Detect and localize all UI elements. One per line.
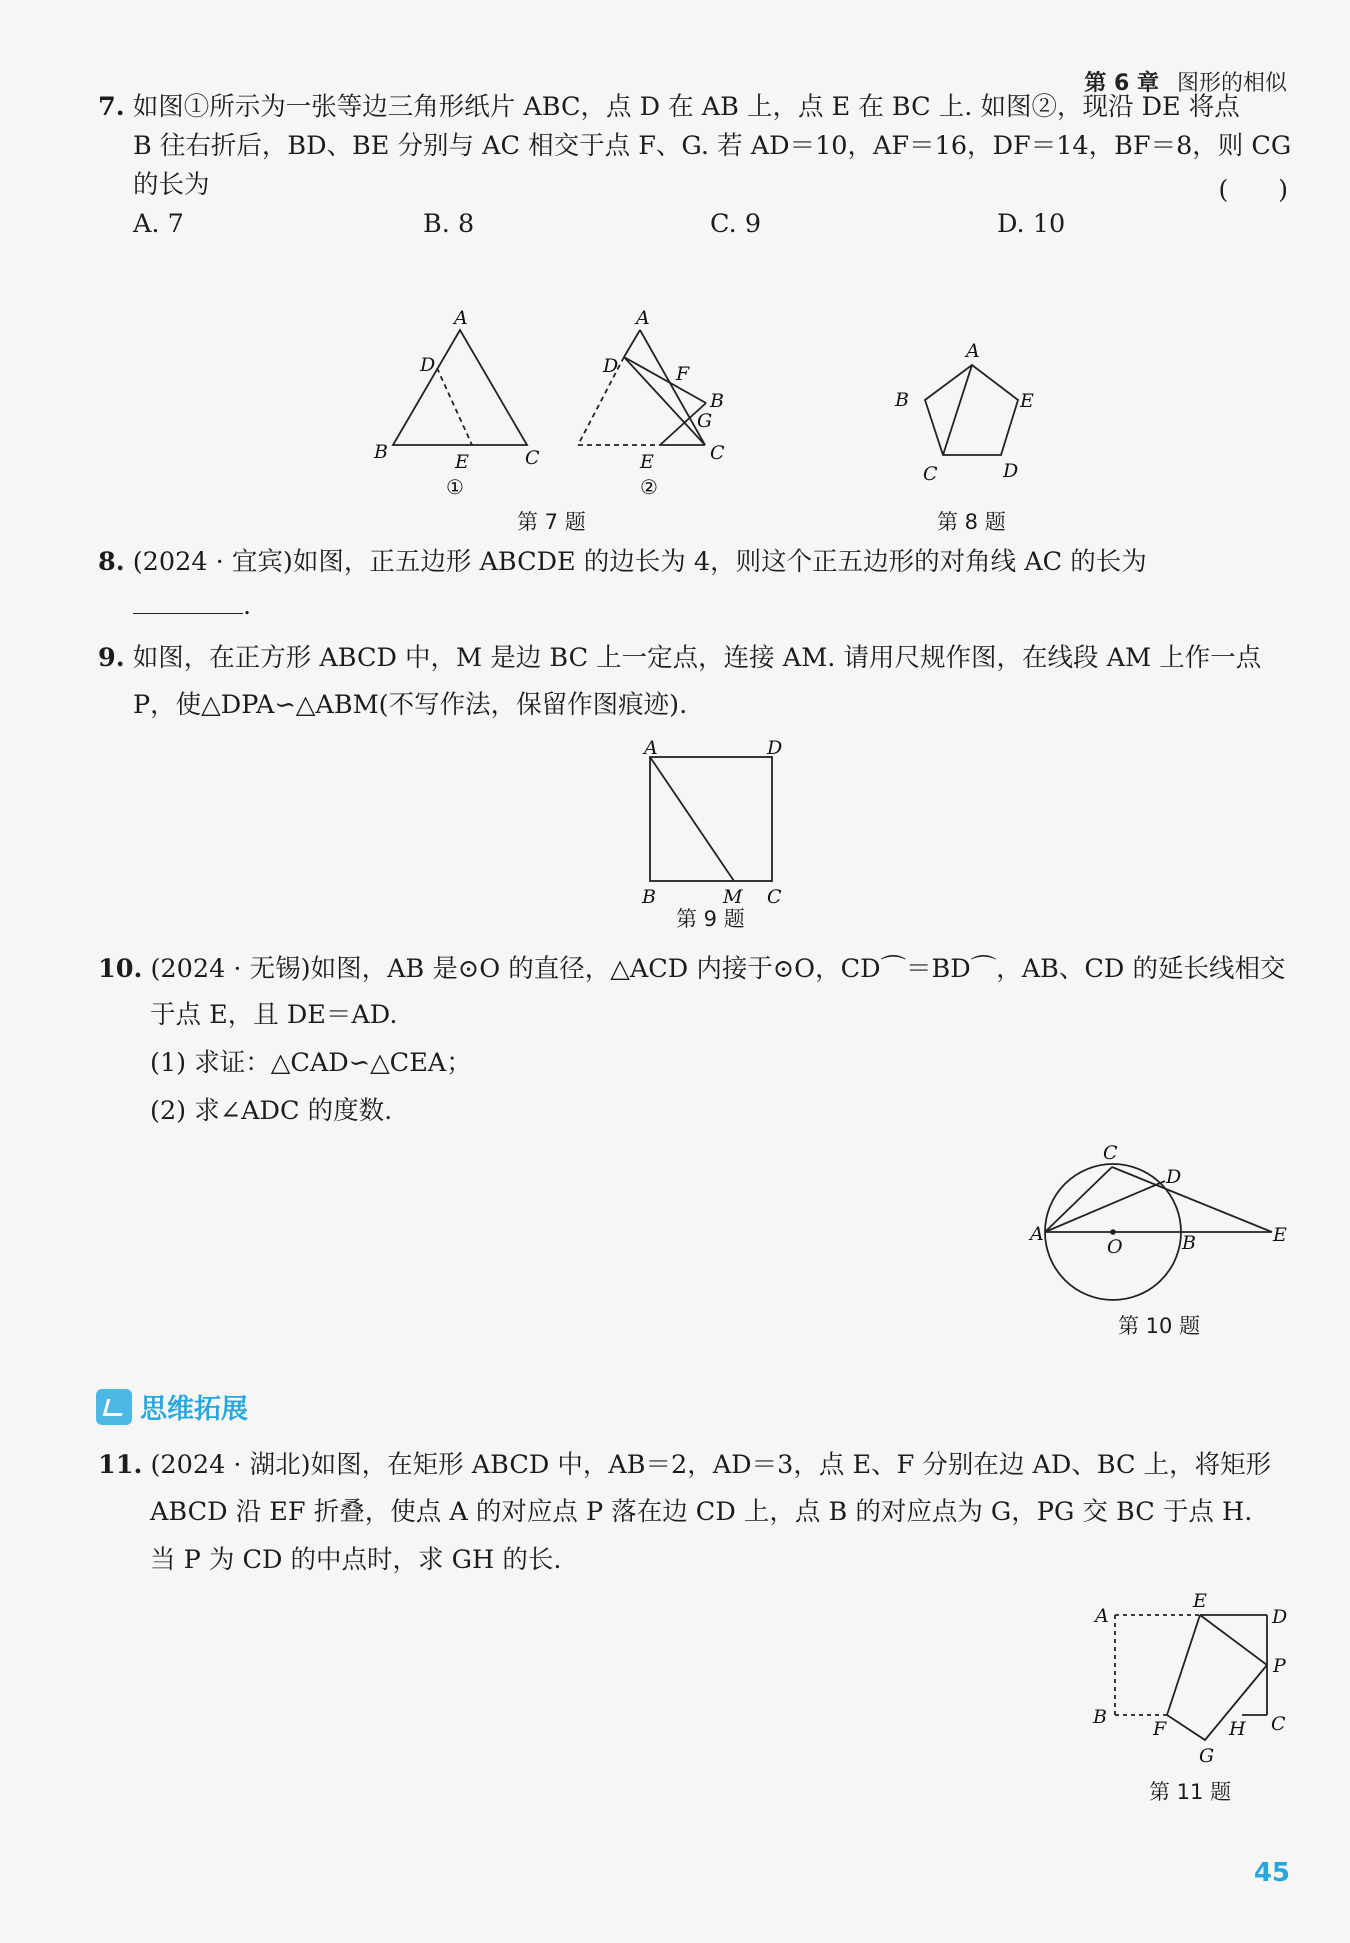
q8-line1 bbox=[98, 547, 1147, 577]
chapter-label: 第 6 章 bbox=[1084, 71, 1159, 96]
q8-caption: 第 8 题 bbox=[937, 510, 1006, 534]
fig8-label-a: A bbox=[966, 340, 980, 362]
q7-option-a: A. 7 bbox=[133, 209, 184, 239]
q11-figure bbox=[1085, 1590, 1305, 1775]
fig11-label-b: B bbox=[1093, 1706, 1107, 1728]
q9-caption: 第 9 题 bbox=[676, 907, 745, 931]
q10-line2: 于点 E，且 DE＝AD. bbox=[150, 1000, 398, 1030]
q7-option-d: D. 10 bbox=[997, 209, 1066, 239]
q10-line1 bbox=[98, 954, 1285, 984]
fig11-label-c: C bbox=[1271, 1713, 1286, 1735]
fig8-label-b: B bbox=[895, 389, 909, 411]
fig10-label-e: E bbox=[1273, 1224, 1287, 1246]
fig10-label-o: O bbox=[1107, 1236, 1123, 1258]
center-point bbox=[1110, 1229, 1116, 1235]
q8-text-2: . bbox=[243, 591, 252, 621]
q7-text-1: 如图①所示为一张等边三角形纸片 ABC，点 D 在 AB 上，点 E 在 BC 上. 如图②，现沿 DE 将点 bbox=[132, 92, 1240, 122]
fig10-label-a: A bbox=[1030, 1223, 1044, 1245]
q7-figure-2 bbox=[578, 330, 706, 445]
q10-figure bbox=[1020, 1140, 1300, 1305]
fig9-label-b: B bbox=[642, 886, 656, 908]
q7-option-b: B. 8 bbox=[423, 209, 475, 239]
chapter-title: 图形的相似 bbox=[1176, 71, 1287, 96]
q9-line1 bbox=[98, 643, 1261, 673]
q7-q8-figures bbox=[360, 305, 1060, 505]
q8-text-1: (2024 · 宜宾)如图，正五边形 ABCDE 的边长为 4，则这个正五边形的对角线 AC 的长为 bbox=[132, 547, 1147, 577]
fig7a-label-d: D bbox=[420, 354, 436, 376]
q8-line2 bbox=[133, 591, 251, 621]
fig11-label-d: D bbox=[1272, 1606, 1288, 1628]
q10-number: 10. bbox=[98, 954, 143, 984]
fig7b-label-e: E bbox=[640, 451, 654, 473]
q7-answer-paren: ( ) bbox=[1218, 175, 1288, 204]
fig7a-label-c: C bbox=[525, 447, 540, 469]
fig7b-label-d: D bbox=[603, 355, 619, 377]
q7-line3: 的长为 bbox=[133, 170, 210, 200]
fig7b-label-c: C bbox=[710, 442, 725, 464]
q11-number: 11. bbox=[98, 1450, 143, 1480]
q7-line2: B 往右折后，BD、BE 分别与 AC 相交于点 F、G. 若 AD＝10，AF＝16，DF＝14，BF＝8，则 CG bbox=[133, 131, 1292, 161]
fig7a-label-b: B bbox=[374, 441, 388, 463]
q7-option-c: C. 9 bbox=[710, 209, 762, 239]
fig8-label-c: C bbox=[923, 463, 938, 485]
q11-line1 bbox=[98, 1450, 1271, 1480]
pencil-icon bbox=[96, 1389, 132, 1425]
section-title: 思维拓展 bbox=[140, 1394, 248, 1425]
q11-line3: 当 P 为 CD 的中点时，求 GH 的长. bbox=[150, 1545, 562, 1575]
fig11-label-g: G bbox=[1199, 1745, 1215, 1767]
fig10-label-d: D bbox=[1166, 1166, 1182, 1188]
q9-number: 9. bbox=[98, 643, 125, 673]
fig7b-label-f: F bbox=[676, 363, 690, 385]
q7-figure-1 bbox=[393, 330, 527, 445]
q7-caption: 第 7 题 bbox=[517, 510, 586, 534]
q9-figure bbox=[630, 733, 800, 908]
fig11-label-e: E bbox=[1193, 1590, 1207, 1612]
q8-number: 8. bbox=[98, 547, 125, 577]
q8-figure bbox=[925, 365, 1018, 455]
fig11-label-p: P bbox=[1273, 1655, 1286, 1677]
q9-line2: P，使△DPA∽△ABM(不写作法，保留作图痕迹). bbox=[133, 690, 688, 720]
q11-line2: ABCD 沿 EF 折叠，使点 A 的对应点 P 落在边 CD 上，点 B 的对应点为 G，PG 交 BC 于点 H. bbox=[150, 1497, 1253, 1527]
fig7b-label-a: A bbox=[636, 307, 650, 329]
q8-answer-blank[interactable] bbox=[133, 591, 243, 614]
q10-caption: 第 10 题 bbox=[1118, 1314, 1201, 1338]
fig8-label-d: D bbox=[1003, 460, 1019, 482]
q10-text-1: (2024 · 无锡)如图，AB 是⊙O 的直径，△ACD 内接于⊙O，CD⌒＝BD⌒，AB、CD 的延长线相交 bbox=[150, 954, 1286, 984]
q10-sub2: (2) 求∠ADC 的度数. bbox=[150, 1096, 393, 1126]
fig7a-label-a: A bbox=[454, 307, 468, 329]
fig10-label-c: C bbox=[1103, 1142, 1118, 1164]
fig8-label-e: E bbox=[1020, 390, 1034, 412]
q7-number: 7. bbox=[98, 92, 125, 122]
fig9-label-d: D bbox=[767, 737, 783, 759]
fig11-label-a: A bbox=[1095, 1605, 1109, 1627]
q11-caption: 第 11 题 bbox=[1149, 1780, 1232, 1804]
fig7b-mark: ② bbox=[640, 475, 658, 499]
fig7a-label-e: E bbox=[455, 451, 469, 473]
q10-sub1: (1) 求证：△CAD∽△CEA； bbox=[150, 1048, 472, 1078]
fig9-label-c: C bbox=[767, 886, 782, 908]
fig11-label-h: H bbox=[1229, 1718, 1246, 1740]
page-number: 45 bbox=[1253, 1858, 1290, 1888]
q9-text-1: 如图，在正方形 ABCD 中，M 是边 BC 上一定点，连接 AM. 请用尺规作图，在线段 AM 上作一点 bbox=[132, 643, 1262, 673]
q11-text-1: (2024 · 湖北)如图，在矩形 ABCD 中，AB＝2，AD＝3，点 E、F 分别在边 AD、BC 上，将矩形 bbox=[150, 1450, 1272, 1480]
fig10-label-b: B bbox=[1182, 1232, 1196, 1254]
fig7b-label-b: B bbox=[710, 390, 724, 412]
section-header bbox=[96, 1387, 248, 1426]
fig9-label-m: M bbox=[723, 886, 743, 908]
fig7b-label-g: G bbox=[697, 410, 713, 432]
fig9-label-a: A bbox=[644, 737, 658, 759]
fig11-label-f: F bbox=[1153, 1718, 1167, 1740]
q7-line1 bbox=[98, 92, 1240, 122]
fig7a-mark: ① bbox=[446, 475, 464, 499]
